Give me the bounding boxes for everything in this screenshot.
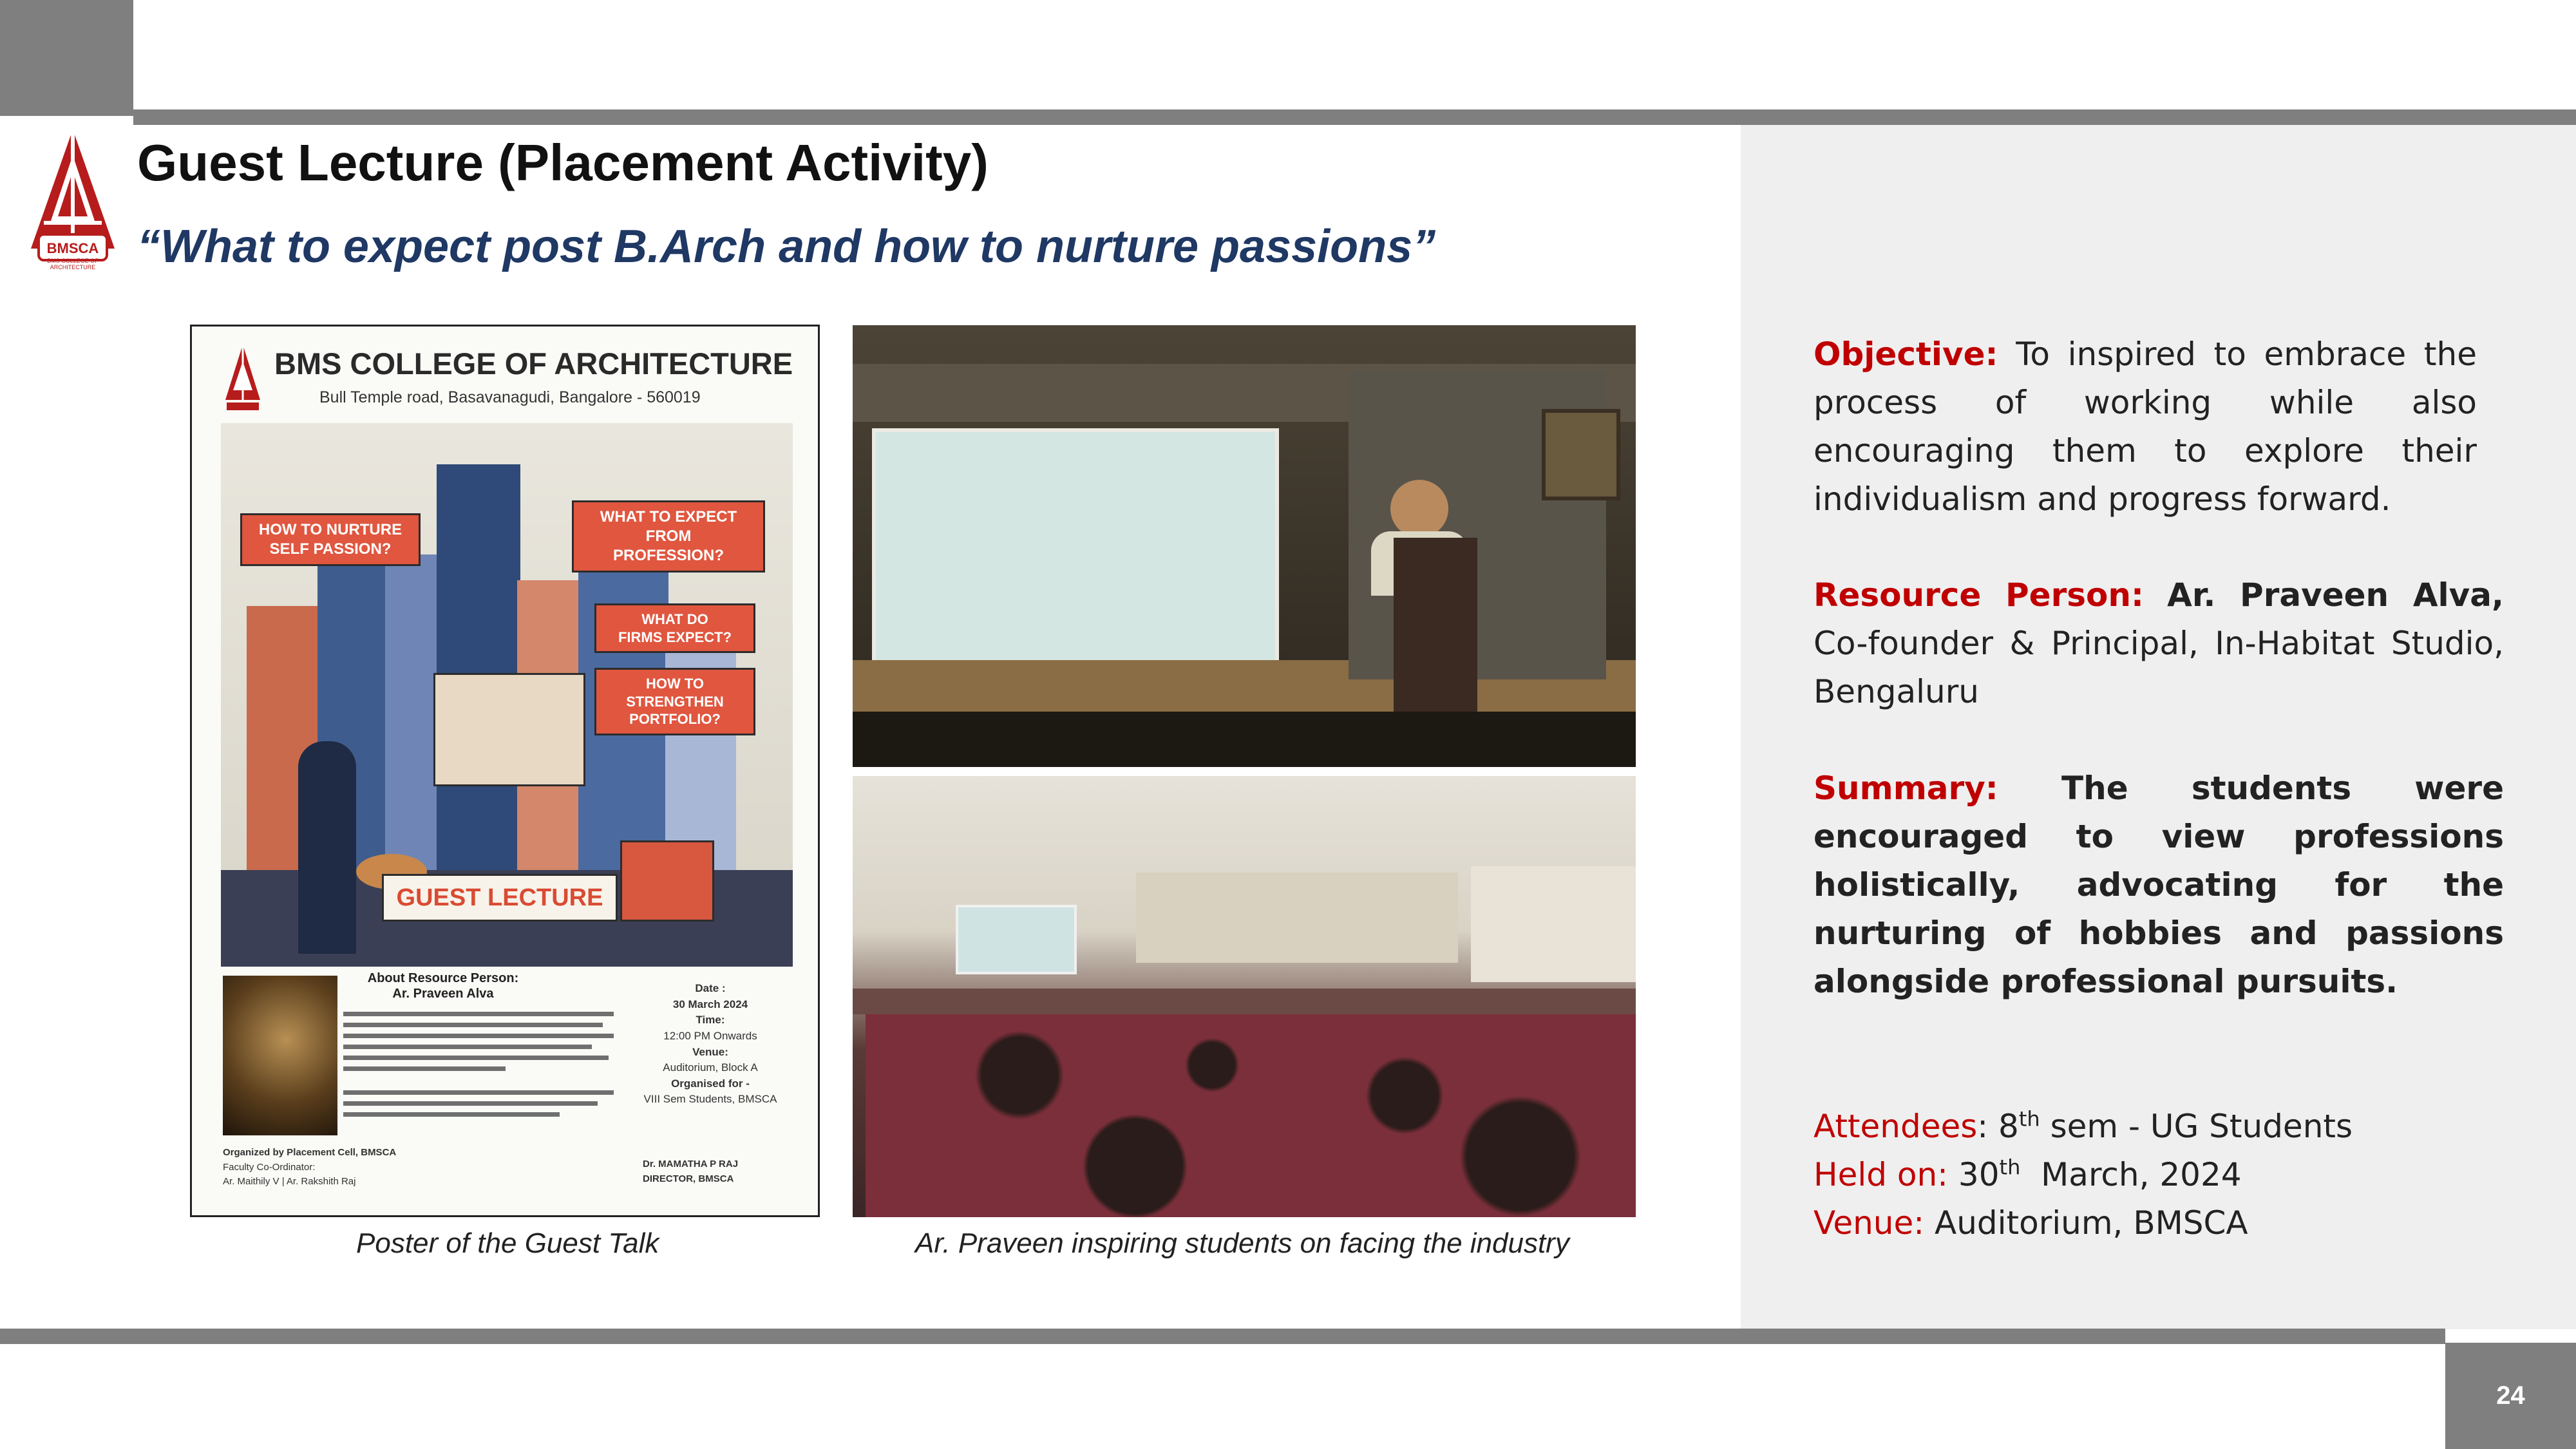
- event-poster: [190, 325, 820, 1217]
- venue-line: Venue: Auditorium, BMSCA: [1814, 1204, 2248, 1242]
- bmsca-logo-icon: [24, 126, 121, 268]
- resource-person-block: [1814, 571, 2504, 716]
- poster-director: Dr. MAMATHA P RAJ DIRECTOR, BMSCA: [643, 1159, 739, 1184]
- poster-organizer: Organized by Placement Cell, BMSCA Faculty Co-Ordinator: Ar. Maithily V | Ar. Rakshith Raj: [223, 1147, 397, 1187]
- poster-bio-text: [343, 1012, 614, 1123]
- resource-label: Resource Person:: [1814, 576, 2144, 614]
- poster-about-heading: About Resource Person: Ar. Praveen Alva: [367, 971, 519, 1001]
- held-on-line: Held on: 30th March, 2024: [1814, 1155, 2242, 1193]
- poster-illustration: HOW TO NURTURE SELF PASSION? WHAT TO EXPECT FROM PROFESSION? WHAT DO FIRMS EXPECT? HOW TO STRENGTHEN PORTFOLIO? GUEST LECTURE: [221, 423, 793, 967]
- lecture-stage-photo: [853, 325, 1636, 767]
- page-number: 24: [2445, 1343, 2576, 1449]
- summary-block: [1814, 764, 2504, 1006]
- summary-label: Summary:: [1814, 770, 1998, 807]
- poster-logo-icon: [223, 342, 263, 413]
- objective-block: [1814, 330, 2477, 524]
- logo-text: BMSCA: [46, 240, 99, 256]
- poster-college-name: BMS COLLEGE OF ARCHITECTURE: [274, 346, 793, 381]
- resource-name: Ar. Praveen Alva,: [2167, 576, 2504, 614]
- event-facts: [1814, 1103, 2504, 1247]
- audience-photo: [853, 776, 1636, 1217]
- resource-person-photo: [223, 976, 337, 1135]
- poster-address: Bull Temple road, Basavanagudi, Bangalore - 560019: [319, 388, 701, 406]
- page-subtitle: “What to expect post B.Arch and how to nurture passions”: [137, 221, 1436, 272]
- resource-text: Co-founder & Principal, In-Habitat Studio, Bengaluru: [1814, 625, 2504, 710]
- corner-block: [0, 0, 133, 116]
- page-title: Guest Lecture (Placement Activity): [137, 134, 989, 191]
- photos-caption: Ar. Praveen inspiring students on facing the industry: [915, 1227, 1569, 1259]
- logo-subtext: BMS COLLEGE OF ARCHITECTURE: [47, 258, 99, 270]
- attendees-line: Attendees: 8th sem - UG Students: [1814, 1106, 2353, 1145]
- objective-text: To inspired to embrace the process of working while also encouraging them to explore their individualism and progress forward.: [1814, 336, 2477, 518]
- poster-caption: Poster of the Guest Talk: [356, 1227, 659, 1259]
- bottom-divider-bar: [0, 1329, 2445, 1344]
- top-divider-bar: [133, 109, 2576, 125]
- poster-event-details: Date : 30 March 2024 Time: 12:00 PM Onwards Venue: Auditorium, Block A Organised for - VIII Sem Students, BMSCA: [643, 982, 777, 1106]
- objective-label: Objective:: [1814, 336, 1998, 373]
- summary-text: The students were encouraged to view professions holistically, advocating for the nurturing of hobbies and passions alongside professional pursuits.: [1814, 770, 2504, 1000]
